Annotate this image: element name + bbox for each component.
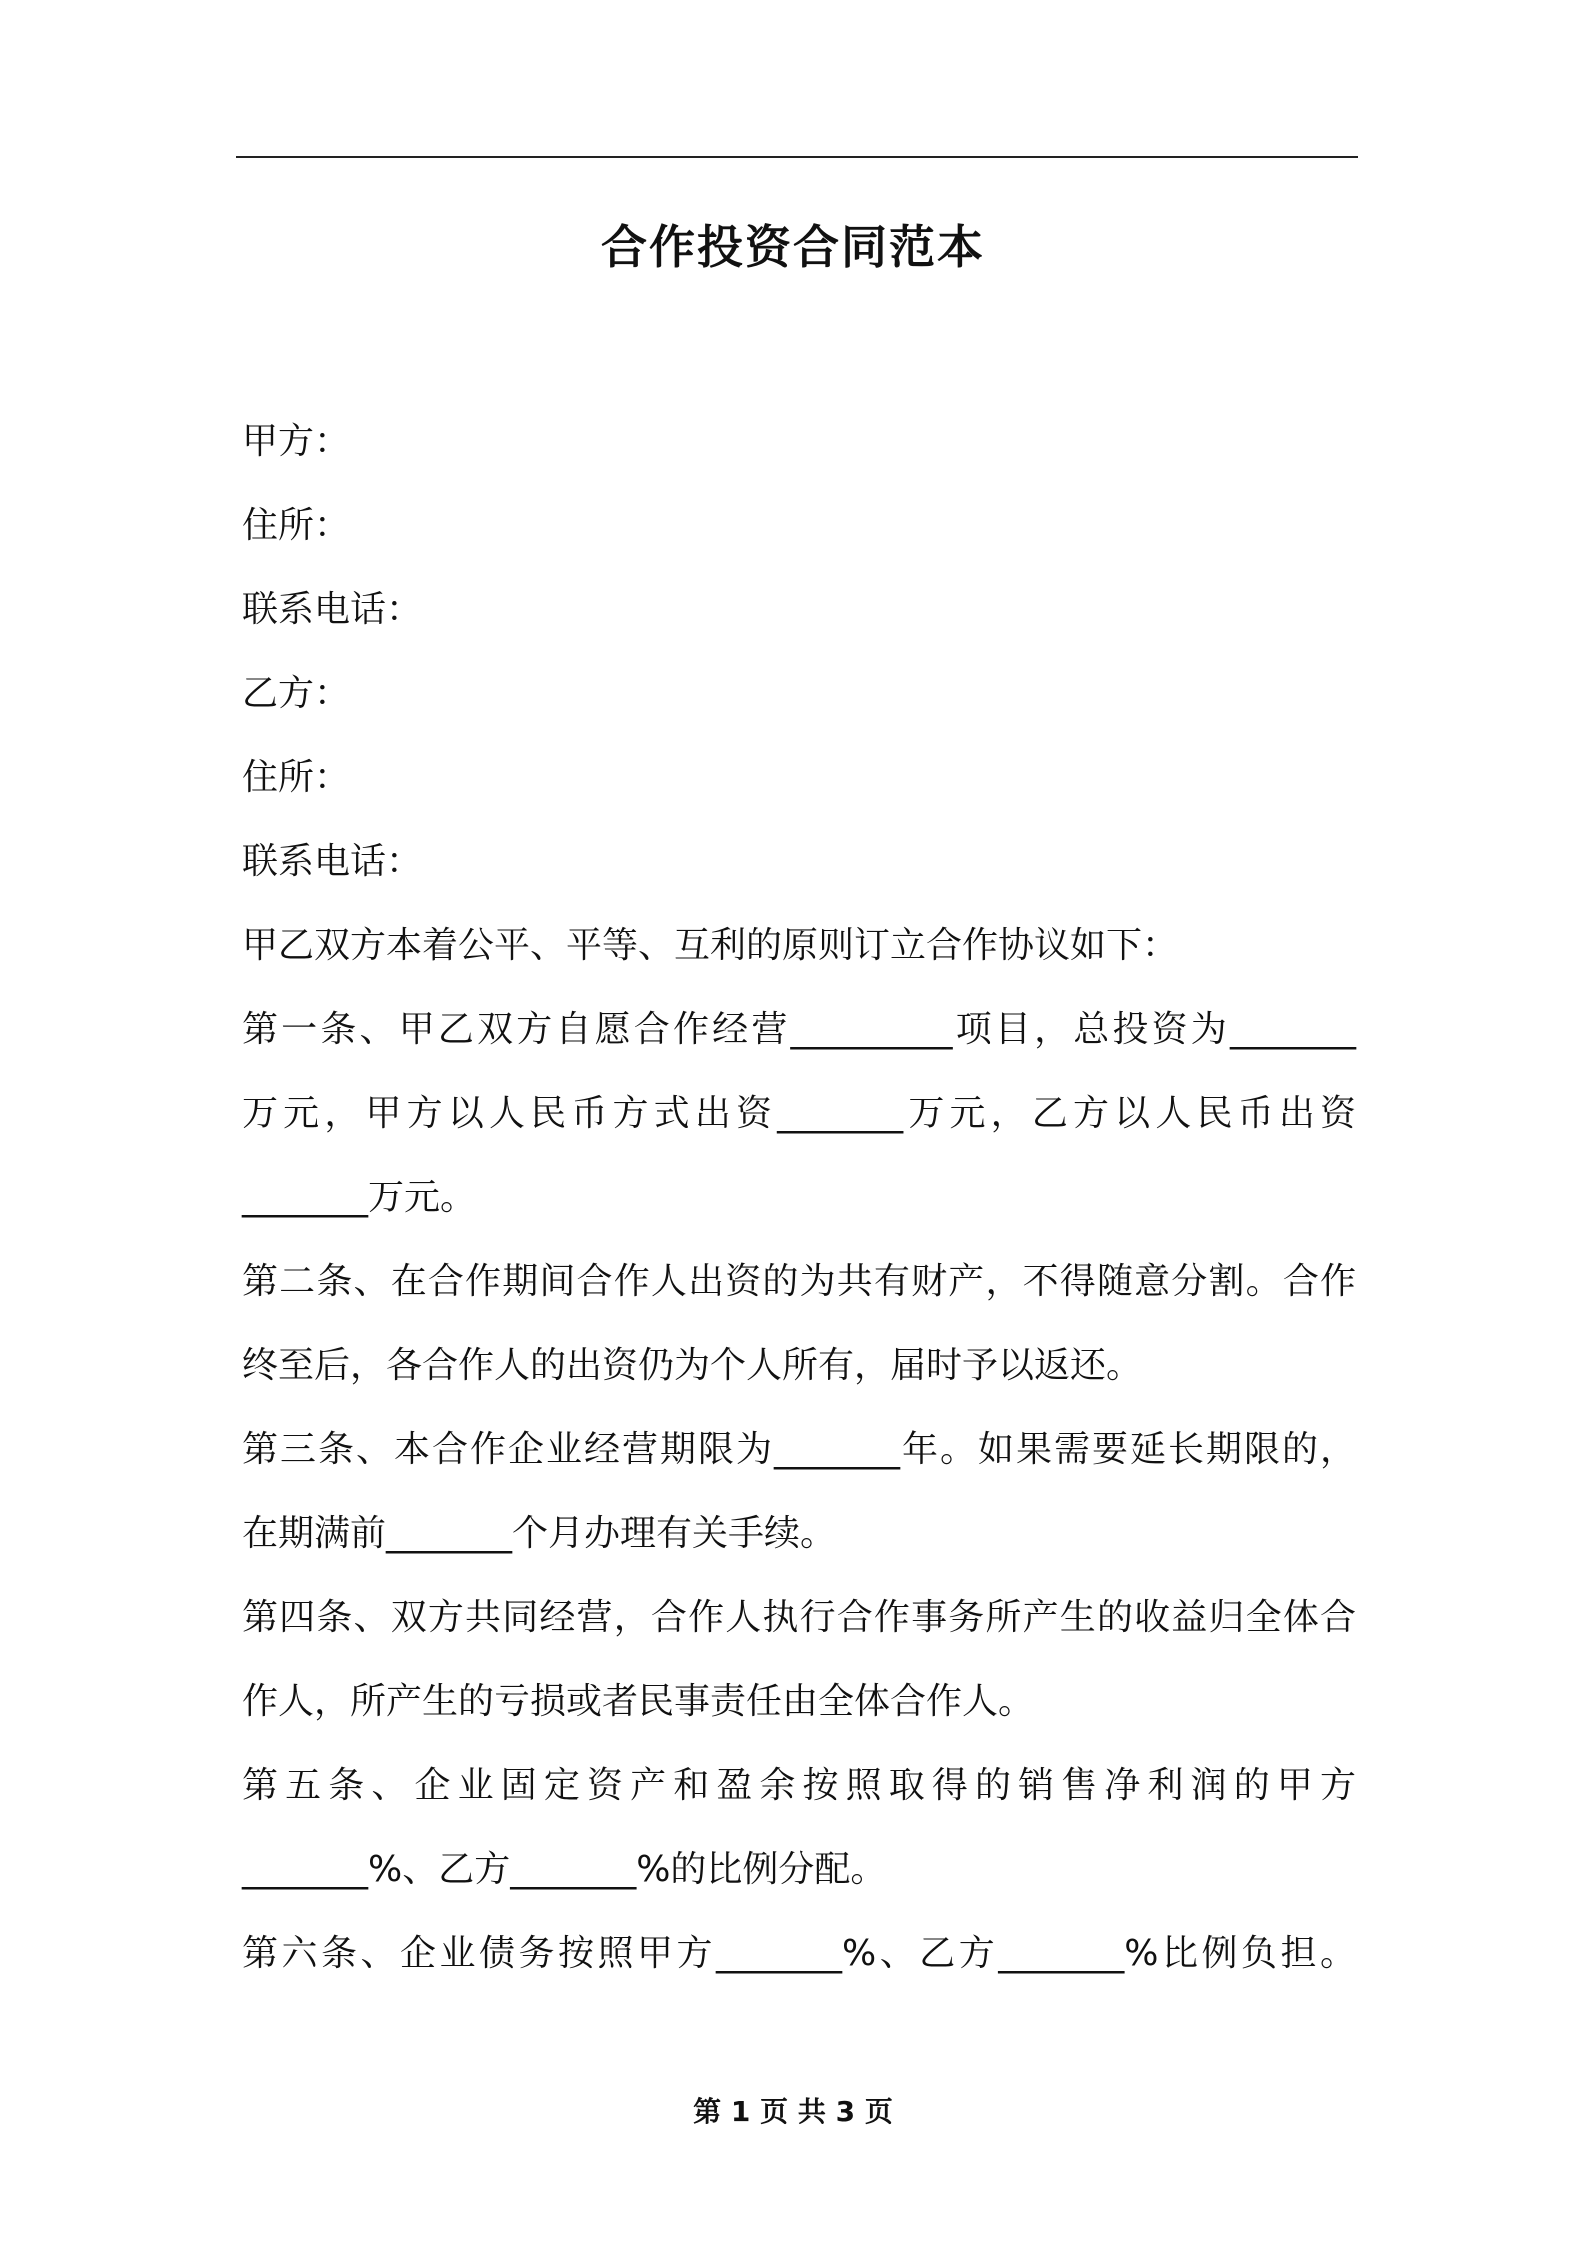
article-3-line-2: 在期满前_______个月办理有关手续。 <box>242 1513 837 1554</box>
article-1-line-2: 万元，甲方以人民币方式出资_______万元，乙方以人民币出资 <box>242 1093 1356 1134</box>
article-5-line-2: _______%、乙方_______%的比例分配。 <box>242 1849 887 1890</box>
party-a-address-label: 住所： <box>242 505 351 546</box>
article-1-line-3: _______万元。 <box>242 1177 477 1218</box>
header-divider <box>236 156 1358 158</box>
article-6-line-1: 第六条、企业债务按照甲方_______%、乙方_______%比例负担。 <box>242 1933 1356 1974</box>
party-b-phone-label: 联系电话： <box>242 841 423 882</box>
page-number: 第 1 页 共 3 页 <box>693 2095 893 2128</box>
article-3-line-1: 第三条、本合作企业经营期限为_______年。如果需要延长期限的， <box>242 1429 1356 1470</box>
party-a-phone-label: 联系电话： <box>242 589 423 630</box>
preamble: 甲乙双方本着公平、平等、互利的原则订立合作协议如下： <box>242 925 1179 966</box>
contract-body <box>242 400 1356 1996</box>
party-b-label: 乙方： <box>242 673 351 714</box>
article-5-line-1: 第五条、企业固定资产和盈余按照取得的销售净利润的甲方 <box>242 1765 1356 1806</box>
party-b-address-label: 住所： <box>242 757 351 798</box>
article-2-line-1: 第二条、在合作期间合作人出资的为共有财产，不得随意分割。合作 <box>242 1261 1356 1302</box>
article-4-line-2: 作人，所产生的亏损或者民事责任由全体合作人。 <box>242 1681 1035 1722</box>
article-4-line-1: 第四条、双方共同经营，合作人执行合作事务所产生的收益归全体合 <box>242 1597 1356 1638</box>
party-a-label: 甲方： <box>242 421 351 462</box>
document-title: 合作投资合同范本 <box>601 220 985 274</box>
article-2-line-2: 终至后，各合作人的出资仍为个人所有，届时予以返还。 <box>242 1345 1143 1386</box>
article-1-line-1: 第一条、甲乙双方自愿合作经营_________项目，总投资为_______ <box>242 1009 1356 1050</box>
